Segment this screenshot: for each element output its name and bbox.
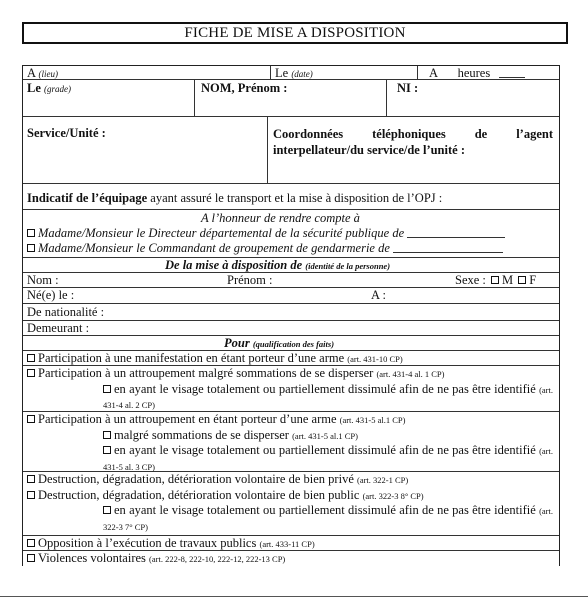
sex-m-label: M: [502, 273, 514, 287]
identity-last-name[interactable]: Nom :: [27, 273, 59, 287]
offence-ref: (art. 431-10 CP): [347, 354, 403, 364]
checkbox-icon[interactable]: [103, 431, 111, 439]
phone-field[interactable]: [273, 126, 553, 158]
offence-ref: (art. 322-3 8° CP): [362, 490, 424, 501]
grade-hint: (grade): [44, 84, 72, 94]
crew-label-rest: ayant assuré le transport et la mise à disposition de l’OPJ :: [147, 191, 443, 205]
grade-field[interactable]: [27, 81, 71, 96]
identity-address-row: [23, 321, 559, 336]
option-dsp[interactable]: [27, 226, 505, 241]
place-label: A: [27, 66, 36, 80]
service-row: [23, 117, 559, 184]
place-hint: (lieu): [38, 69, 58, 79]
offence-ref: (art. 322-3 7° CP): [103, 506, 553, 532]
name-label: NOM, Prénom :: [201, 81, 288, 95]
nationality-field[interactable]: De nationalité :: [27, 305, 105, 319]
offence-ref: (art. 431-5 al. 3 CP): [103, 446, 553, 472]
birth-date-field[interactable]: Né(e) le :: [27, 288, 75, 302]
form-table: [22, 65, 560, 566]
offence-label: Opposition à l’exécution de travaux publics: [38, 536, 257, 550]
divider: [267, 117, 268, 183]
header-row-agent: [23, 80, 559, 117]
offence-item[interactable]: [23, 551, 559, 566]
offence-sub-item[interactable]: [27, 428, 559, 444]
grade-label: Le: [27, 81, 41, 95]
crew-row: [23, 184, 559, 210]
report-to-row: [23, 210, 559, 258]
checkbox-icon[interactable]: [27, 554, 35, 562]
form-title: [22, 22, 568, 44]
offence-label: Participation à un attroupement en étant porteur d’une arme: [38, 412, 337, 426]
ni-label: NI :: [397, 81, 419, 95]
offence-label: Destruction, dégradation, détérioration volontaire de bien public: [38, 487, 360, 502]
offences-heading-hint: (qualification des faits): [252, 339, 335, 349]
identity-heading-text: De la mise à disposition de: [165, 258, 303, 272]
identity-sex[interactable]: [455, 273, 536, 288]
identity-nationality-row: [23, 304, 559, 321]
crew-field[interactable]: [27, 191, 442, 206]
divider: [194, 80, 195, 116]
offence-sub-item[interactable]: [27, 503, 559, 534]
offence-ref: (art. 322-1 CP): [357, 475, 409, 485]
divider: [386, 80, 387, 116]
date-field[interactable]: [275, 66, 313, 81]
option-gendarmerie[interactable]: [27, 241, 503, 256]
birth-place-field[interactable]: A :: [371, 288, 386, 302]
offence-sub-item[interactable]: [27, 443, 559, 474]
offence-ref: (art. 222-8, 222-10, 222-12, 222-13 CP): [149, 554, 286, 564]
sex-label: Sexe :: [455, 273, 486, 287]
option-dsp-label: Madame/Monsieur le Directeur départemental de la sécurité publique de: [38, 226, 405, 240]
sex-f-label: F: [529, 273, 537, 287]
place-field[interactable]: [27, 66, 58, 81]
checkbox-icon[interactable]: [491, 276, 499, 284]
checkbox-icon[interactable]: [103, 385, 111, 393]
offence-sub-label: en ayant le visage totalement ou partiellement dissimulé afin de ne pas être identifié: [114, 443, 536, 457]
identity-heading: [165, 258, 390, 273]
page-bottom-rule: [0, 596, 588, 597]
identity-name-row: [23, 273, 559, 288]
identity-heading-row: [23, 258, 559, 273]
offence-item[interactable]: [23, 536, 559, 551]
form-title-text: FICHE DE MISE A DISPOSITION: [184, 25, 406, 41]
offence-item[interactable]: [23, 412, 559, 472]
offence-sub-label: malgré sommations de se disperser: [114, 427, 289, 442]
identity-first-name[interactable]: Prénom :: [227, 273, 273, 287]
offence-label: Participation à une manifestation en étant porteur d’une arme: [38, 351, 345, 365]
option-dsp-underline: [407, 227, 505, 238]
phone-label: Coordonnées téléphoniques de l’agent interpellateur/du service/de l’unité :: [273, 127, 553, 157]
offence-label: Violences volontaires: [38, 551, 146, 565]
offence-sub-item[interactable]: [27, 382, 559, 413]
service-label: Service/Unité :: [27, 126, 106, 140]
date-hint: (date): [291, 69, 313, 79]
offence-ref: (art. 433-11 CP): [259, 539, 315, 549]
offences-heading-row: [23, 336, 559, 351]
checkbox-icon[interactable]: [27, 491, 35, 499]
hours-underline: [499, 67, 525, 78]
divider: [417, 66, 418, 79]
offences-heading: [224, 336, 334, 351]
checkbox-icon[interactable]: [27, 475, 35, 483]
offence-ref: (art. 431-5 al.1 CP): [292, 430, 358, 441]
time-field[interactable]: [429, 66, 525, 81]
service-field[interactable]: [27, 126, 106, 141]
identity-heading-hint: (identité de la personne): [305, 261, 391, 271]
offence-sub-label: en ayant le visage totalement ou partiellement dissimulé afin de ne pas être identifié: [114, 381, 536, 396]
offence-ref: (art. 431-5 al.1 CP): [339, 415, 406, 425]
offence-item[interactable]: [23, 366, 559, 412]
checkbox-icon[interactable]: [103, 446, 111, 454]
offence-item[interactable]: [23, 472, 559, 536]
option-gendarmerie-underline: [393, 242, 503, 253]
date-label: Le: [275, 66, 289, 80]
hours-label: heures: [457, 66, 491, 80]
report-to-heading: A l’honneur de rendre compte à: [201, 211, 360, 225]
checkbox-icon[interactable]: [27, 229, 35, 237]
name-field[interactable]: [201, 81, 287, 96]
address-field[interactable]: Demeurant :: [27, 321, 90, 335]
option-gendarmerie-label: Madame/Monsieur le Commandant de groupement de gendarmerie de: [38, 241, 390, 255]
crew-label: Indicatif de l’équipage: [27, 191, 148, 205]
time-place-label: A: [429, 66, 438, 80]
checkbox-icon[interactable]: [27, 244, 35, 252]
divider: [270, 66, 271, 79]
checkbox-icon[interactable]: [103, 506, 111, 514]
identity-birth-row: [23, 288, 559, 304]
checkbox-icon[interactable]: [27, 539, 35, 547]
checkbox-icon[interactable]: [27, 369, 35, 377]
checkbox-icon[interactable]: [518, 276, 526, 284]
ni-field[interactable]: [397, 81, 418, 96]
checkbox-icon[interactable]: [27, 415, 35, 423]
checkbox-icon[interactable]: [27, 354, 35, 362]
offences-heading-text: Pour: [224, 336, 250, 350]
offence-ref: (art. 431-4 al. 1 CP): [376, 369, 445, 379]
offence-label: Participation à un attroupement malgré sommations de se disperser: [38, 366, 374, 380]
offence-item[interactable]: [23, 351, 559, 366]
header-row-place-date: [23, 66, 559, 80]
offence-label: Destruction, dégradation, détérioration volontaire de bien privé: [38, 472, 354, 486]
offence-ref: (art. 431-4 al. 2 CP): [103, 384, 553, 410]
offence-sub-label: en ayant le visage totalement ou partiellement dissimulé afin de ne pas être identifié: [114, 503, 536, 517]
